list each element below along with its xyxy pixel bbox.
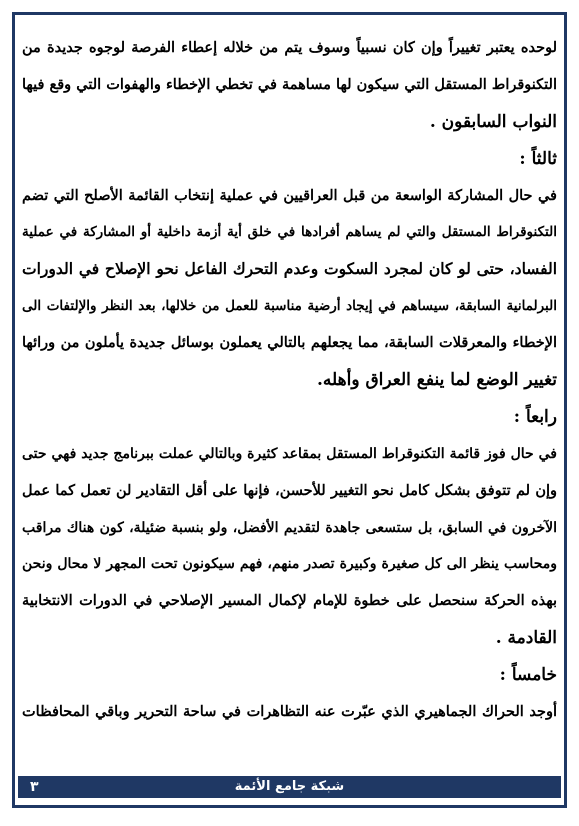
text-line: في حال فوز قائمة التكنوقراط المستقل بمقاعد كثيرة وبالتالي عملت ببرنامج جديد فهي حتى	[22, 445, 557, 462]
text-line: التكنوقراط المستقل التي سيكون لها مساهمة في تخطي الإخطاء والهفوات التي وقع فيها	[22, 75, 557, 93]
section-heading: رابعاً :	[513, 406, 557, 427]
text-line: تغيير الوضع لما ينفع العراق وأهله.	[317, 370, 557, 391]
text-line: الإخطاء والمعرقلات السابقة، مما يجعلهم بالتالي يعملون بوسائل جديدة يأملون من ورائها	[22, 334, 557, 352]
text-line: وإن لم تتوفق بشكل كامل نحو التغيير للأحسن، فإنها على أقل التقادير لن تعمل كما عمل	[22, 481, 557, 499]
text-line: لوحده يعتبر تغييراً وإن كان نسبياً وسوف يتم من خلاله إعطاء الفرصة لوجوه جديدة من	[22, 39, 557, 56]
text-line: في حال المشاركة الواسعة من قبل العراقيين في عملية إنتخاب القائمة الأصلح التي تضم	[22, 186, 557, 204]
section-heading: ثالثاً :	[519, 148, 557, 169]
text-line: أوجد الحراك الجماهيري الذي عبّرت عنه التظاهرات في ساحة التحرير وباقي المحافظات	[22, 703, 557, 721]
text-line: البرلمانية السابقة، سيساهم في إيجاد أرضية مناسبة للعمل من خلالها، بعد النظر والإلتفات الى	[22, 298, 557, 315]
text-line: القادمة .	[495, 628, 557, 649]
text-line: التكنوقراط المستقل والتي لم يساهم أفرادها في خلق أية أزمة داخلية أو المشاركة في عملية	[22, 224, 557, 241]
text-line: بهذه الحركة سنحصل على خطوة للإمام لإكمال المسير الإصلاحي في الدورات الانتخابية	[22, 592, 557, 610]
page-number: ٣	[30, 779, 39, 795]
text-line: الفساد، حتى لو كان لمجرد السكوت وعدم التحرك الفاعل نحو الإصلاح في الدورات	[22, 259, 557, 279]
footer-title: شبكة جامع الأئمة	[234, 779, 345, 794]
section-heading: خامساً :	[499, 665, 557, 686]
text-line: الآخرون في السابق، بل ستسعى جاهدة لتقديم الأفضل، ولو بنسبة ضئيلة، كون هناك مراقب	[22, 519, 557, 536]
page-footer	[18, 776, 561, 798]
text-line: النواب السابقون .	[429, 111, 557, 132]
text-line: ومحاسب ينظر الى كل صغيرة وكبيرة تصدر منهم، فهم سيكونون تحت المجهر لا محال ونحن	[22, 556, 557, 573]
document-body	[22, 30, 557, 731]
